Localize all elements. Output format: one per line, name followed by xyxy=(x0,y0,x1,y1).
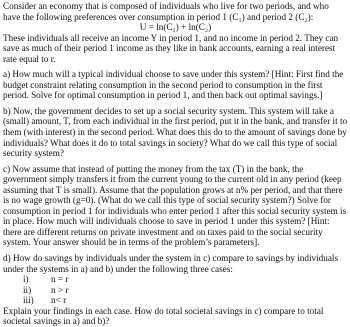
case-list xyxy=(3,274,348,306)
question-c: c) Now assume that instead of putting the money from the tax (T) in the bank, the government simply transfers it from the current young to the current old in any period (keep assuming that T is small). Assume that the population grows at n% per period, and that there is no wage growth (g=0). (What do we call this type of social security system?) Solve for consumption in period 1 for individuals who enter period 1 after this social security system is in place. How much will individuals choose to save in period 1 under this system? [Hint: there are different returns on private investment and on taxes paid to the social security system. Your answer should be in terms of the problem’s parameters]. xyxy=(3,163,347,248)
case-number: iii) xyxy=(23,295,34,306)
utility-function: U = ln(C₁) + ln(C₂) xyxy=(139,22,212,33)
income-paragraph: These individuals all receive an income Y in period 1, and no income in period 2. They can save as much of their period 1 income as they like in bank accounts, earning a real interest rate equal to r. xyxy=(3,32,339,64)
case-condition: n > r xyxy=(51,284,69,295)
question-a: a) How much will a typical individual choose to save under this system? [Hint: First find the budget constraint relating consumption in the second period to consumption in the first period. Solve for optimal consumption in period 1, and then back out optimal savings.] xyxy=(3,69,344,101)
question-b: b) Now, the government decides to set up a social security system. This system will take a (small) amount, T, from each individual in the first period, put it in the bank, and transfer it to them (with interest) in the second period. What does this do to the amount of savings done by individuals? What does it do to total savings in society? What do we call this type of social security system? xyxy=(3,105,348,159)
case-number: ii) xyxy=(23,284,32,295)
intro-paragraph: Consider an economy that is composed of individuals who live for two periods, and who have the following preferences over consumption in period 1 (C₁) and period 2 (C₂): xyxy=(3,1,329,22)
question-d: d) How do savings by individuals under the system in c) compare to savings by individuals under the systems in a) and b) under the following three cases: xyxy=(3,253,339,274)
case-number: i) xyxy=(23,274,29,285)
case-item xyxy=(23,295,348,306)
case-item xyxy=(23,274,348,285)
case-condition: n = r xyxy=(51,274,69,285)
case-item xyxy=(23,285,348,296)
closing-question: Explain your findings in each case. How do total societal savings in c) compare to total societal savings in a) and b)? xyxy=(3,305,324,327)
case-condition: n< r xyxy=(51,295,67,306)
